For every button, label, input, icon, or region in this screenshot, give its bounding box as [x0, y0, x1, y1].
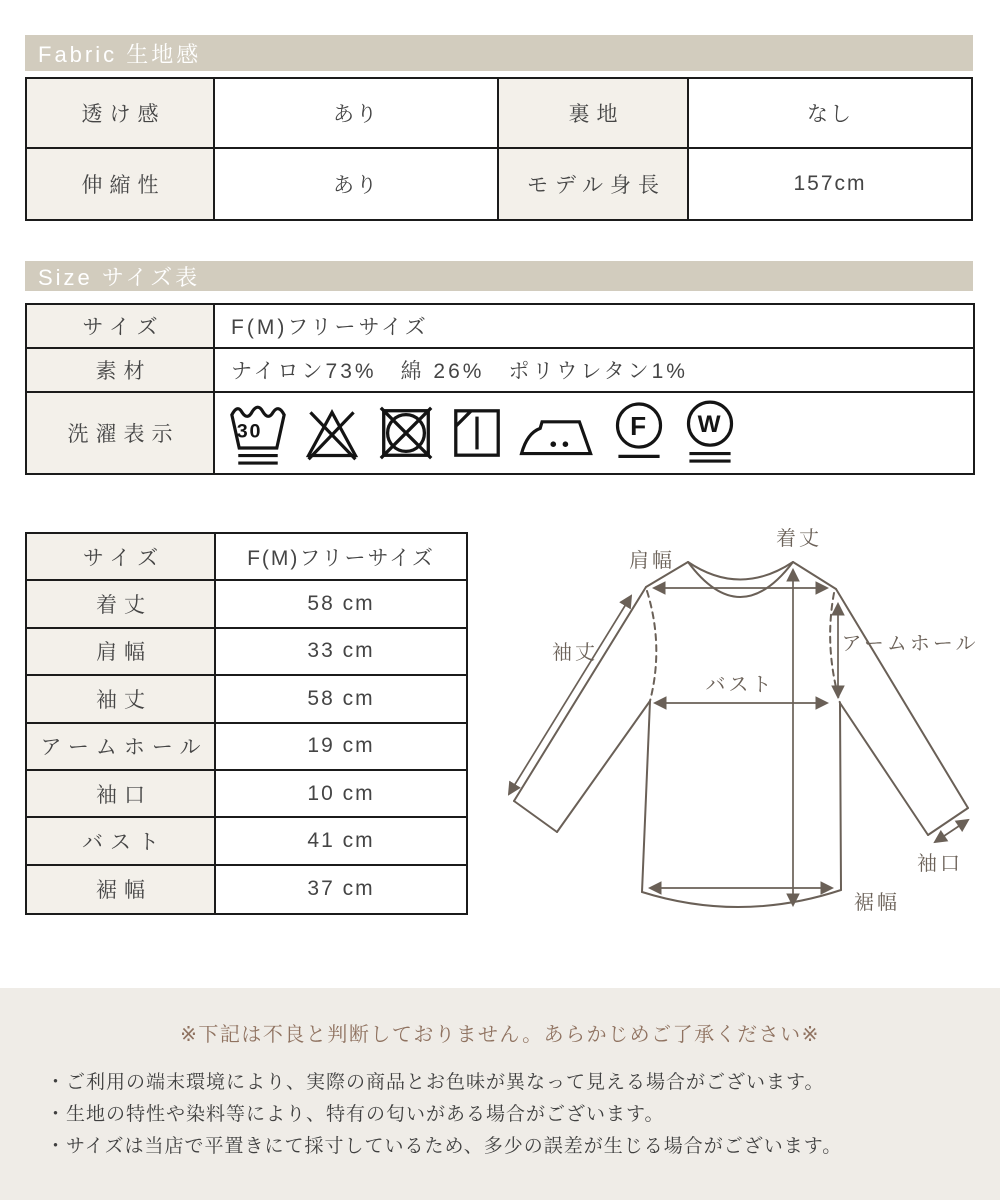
size-value: F(M)フリーサイズ: [215, 305, 973, 349]
diagram-label-hem: 裾幅: [854, 892, 900, 914]
fabric-table: [25, 77, 973, 221]
sleeve-length-arrow: [509, 596, 631, 794]
size-section-header: [25, 261, 973, 291]
notes-section: [0, 988, 1000, 1200]
diagram-label-armhole: アームホール: [841, 633, 979, 655]
measure-value-cuff: 10 cm: [216, 771, 466, 818]
shoulder-right-line: [793, 562, 836, 589]
measure-label-armhole: アームホール: [27, 724, 216, 771]
sleeve-right-cuff: [928, 808, 968, 835]
measure-value-length: 58 cm: [216, 581, 466, 628]
size-section-title: Size サイズ表: [38, 264, 201, 290]
fabric-label-sheerness: 透け感: [27, 79, 215, 149]
fabric-section-header: [25, 35, 973, 71]
wash-30-gentle-icon: [227, 399, 289, 467]
measure-label-shoulder: 肩幅: [27, 629, 216, 676]
sleeve-left-inner: [557, 701, 650, 832]
fabric-value-lining: なし: [689, 79, 971, 149]
neckline-front: [688, 562, 793, 580]
material-label: 素材: [27, 349, 215, 393]
fabric-section-title: Fabric 生地感: [38, 41, 202, 67]
wet-clean-w-icon: [681, 397, 739, 469]
garment-measurement-diagram: [480, 515, 1000, 935]
dry-clean-f-icon: [610, 399, 668, 467]
measurements-table: [25, 532, 468, 915]
fabric-value-sheerness: あり: [215, 79, 499, 149]
line-dry-shade-icon: [450, 403, 504, 463]
diagram-label-cuff: 袖口: [917, 853, 963, 875]
diagram-label-sleeve: 袖丈: [552, 642, 598, 664]
measure-header-value: F(M)フリーサイズ: [216, 534, 466, 581]
size-info-table: [25, 303, 975, 475]
wash-temp-text: 30: [236, 420, 263, 443]
sleeve-right-outer: [836, 589, 968, 808]
armhole-left-dashed: [647, 591, 656, 701]
no-bleach-icon: [302, 401, 362, 465]
no-tumble-dry-icon: [375, 401, 437, 465]
sleeve-left-cuff: [514, 801, 557, 832]
notes-heading: ※下記は不良と判断しておりません。あらかじめご了承ください※: [180, 1024, 820, 1046]
dry-clean-letter: F: [630, 410, 648, 441]
material-value: ナイロン73% 綿 26% ポリウレタン1%: [215, 349, 973, 393]
hem-curve: [642, 890, 841, 907]
size-label: サイズ: [27, 305, 215, 349]
notes-list: [46, 1067, 1000, 1163]
measure-label-bust: バスト: [27, 818, 216, 865]
fabric-label-stretch: 伸縮性: [27, 149, 215, 219]
measure-label-sleeve: 袖丈: [27, 676, 216, 723]
fabric-label-lining: 裏地: [499, 79, 689, 149]
measure-label-cuff: 袖口: [27, 771, 216, 818]
measure-value-bust: 41 cm: [216, 818, 466, 865]
fabric-value-model-height: 157cm: [689, 149, 971, 219]
note-item-size: ・サイズは当店で平置きにて採寸しているため、多少の誤差が生じる場合がございます。: [46, 1136, 843, 1157]
diagram-label-bust: バスト: [705, 674, 775, 696]
measure-label-length: 着丈: [27, 581, 216, 628]
sleeve-left-outer: [514, 587, 646, 801]
care-label: 洗濯表示: [27, 393, 215, 473]
measure-value-hem: 37 cm: [216, 866, 466, 913]
body-left-line: [642, 701, 650, 892]
care-symbols: [215, 393, 973, 473]
cuff-arrow: [935, 820, 968, 842]
note-item-color: ・ご利用の端末環境により、実際の商品とお色味が異なって見える場合がございます。: [46, 1072, 825, 1093]
iron-medium-icon: [517, 405, 597, 461]
fabric-value-stretch: あり: [215, 149, 499, 219]
measure-value-armhole: 19 cm: [216, 724, 466, 771]
diagram-label-length: 着丈: [776, 528, 822, 550]
measure-header-label: サイズ: [27, 534, 216, 581]
wet-clean-letter: W: [697, 411, 723, 439]
fabric-label-model-height: モデル身長: [499, 149, 689, 219]
sleeve-right-inner: [840, 703, 928, 835]
diagram-label-shoulder: 肩幅: [629, 550, 675, 572]
measure-value-shoulder: 33 cm: [216, 629, 466, 676]
measure-label-hem: 裾幅: [27, 866, 216, 913]
note-item-smell: ・生地の特性や染料等により、特有の匂いがある場合がございます。: [46, 1104, 665, 1125]
body-right-line: [840, 703, 841, 890]
measure-value-sleeve: 58 cm: [216, 676, 466, 723]
